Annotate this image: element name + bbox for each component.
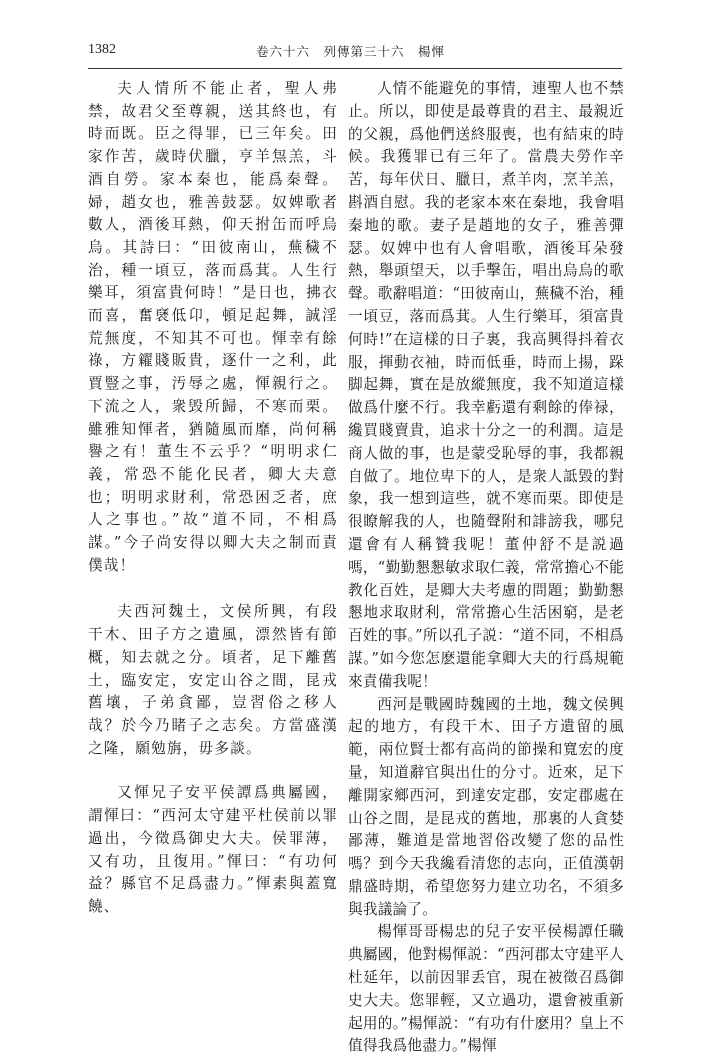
translation-column: [348, 78, 624, 1058]
page-number: 1382: [88, 42, 116, 57]
classical-paragraph-1: 夫人情所不能止者，聖人弗禁，故君父至尊親，送其終也，有時而既。臣之得罪，已三年矣。田家作苦，歲時伏臘，亨羊炰羔，斗酒自勞。家本秦也，能爲秦聲。婦，趙女也，雅善鼓瑟。奴婢歌者數人，酒後耳熱，仰天拊缶而呼烏烏。其詩曰：“田彼南山，蕪穢不治，種一頃豆，落而爲萁。人生行樂耳，須富貴何時！”是日也，拂衣而喜，奮褎低卬，頓足起舞，誠淫荒無度，不知其不可也。惲幸有餘祿，方糴賤販貴，逐什一之利，此賈豎之事，汚辱之處，惲親行之。下流之人，衆毁所歸，不寒而栗。雖雅知惲者，猶隨風而靡，尚何稱譽之有！董生不云乎？“明明求仁義，常恐不能化民者，卿大夫意也；明明求財利，常恐困乏者，庶人之事也。”故“道不同，不相爲謀。”今子尚安得以卿大夫之制而責僕哉！: [88, 80, 338, 574]
paragraph-spacer: [88, 577, 338, 601]
classical-paragraph-3: 又惲兄子安平侯譚爲典屬國，謂惲曰：“西河太守建平杜侯前以罪過出，今徵爲御史大夫。侯罪薄，又有功，且復用。”惲曰：“有功何益？縣官不足爲盡力。”惲素與蓋寬饒、: [88, 784, 338, 915]
classical-text-column: [88, 78, 338, 919]
translation-paragraph-3: 楊惲哥哥楊忠的兒子安平侯楊譚任職典屬國，他對楊惲説：“西河郡太守建平人杜延年，以前因罪丢官，現在被徵召爲御史大夫。您罪輕，又立過功，還會被重新起用的。”楊惲説：“有功有什麽用？皇上不值得我爲他盡力。”楊惲: [348, 923, 624, 1055]
classical-paragraph-2: 夫西河魏土，文侯所興，有段干木、田子方之遺風，漂然皆有節概，知去就之分。頃者，足下離舊土，臨安定，安定山谷之間，昆戎舊壤，子弟貪鄙，豈習俗之移人哉？於今乃睹子之志矣。方當盛漢之隆，願勉旃，毋多談。: [88, 603, 338, 757]
translation-paragraph-2: 西河是戰國時魏國的土地，魏文侯興起的地方，有段干木、田子方遺留的風範，兩位賢士都有高尚的節操和寬宏的度量，知道辭官與出仕的分寸。近來，足下離開家鄉西河，到達安定郡，安定郡處在山谷之間，是昆戎的舊地，那裏的人貪婪鄙薄，難道是當地習俗改變了您的品性嗎？到今天我纔看清您的志向，正值漢朝鼎盛時期，希望您努力建立功名，不須多與我議論了。: [348, 695, 624, 918]
page-header: [0, 40, 716, 64]
running-head: 卷六十六 列傳第三十六 楊惲: [256, 44, 446, 59]
header-rule: [88, 68, 622, 69]
paragraph-spacer: [88, 760, 338, 782]
translation-paragraph-1: 人情不能避免的事情，連聖人也不禁止。所以，即使是最尊貴的君主、最親近的父親，爲他們送終服喪，也有結束的時候。我獲罪已有三年了。當農夫勞作辛苦，每年伏日、臘日，煮羊肉，烹羊羔，斟酒自慰。我的老家本來在秦地，我會唱秦地的歌。妻子是趙地的女子，雅善彈瑟。奴婢中也有人會唱歌，酒後耳朵發熱，舉頭望天，以手擊缶，唱出烏烏的歌聲。歌辭唱道：“田彼南山，蕪穢不治，種一頃豆，落而爲萁。人生行樂耳，須富貴何時!”在這樣的日子裏，我高興得抖着衣服，揮動衣袖，時而低垂，時而上揚，跺脚起舞，實在是放縱無度，我不知道這樣做爲什麼不行。我幸虧還有剩餘的俸禄，纔買賤賣貴，追求十分之一的利潤。這是商人做的事，也是蒙受恥辱的事，我都親自做了。地位卑下的人，是衆人詆毀的對象，我一想到這些，就不寒而栗。即使是很瞭解我的人，也隨聲附和誹謗我，哪兒還會有人稱贊我呢！董仲舒不是説過嗎，“勤勤懇懇敏求取仁義，常常擔心不能教化百姓，是卿大夫考慮的問題；勤勤懇懇地求取財利，常常擔心生活困窮，是老百姓的事。”所以孔子説：“道不同，不相爲謀。”如今您怎麽還能拿卿大夫的行爲規範來責備我呢！: [348, 80, 624, 690]
